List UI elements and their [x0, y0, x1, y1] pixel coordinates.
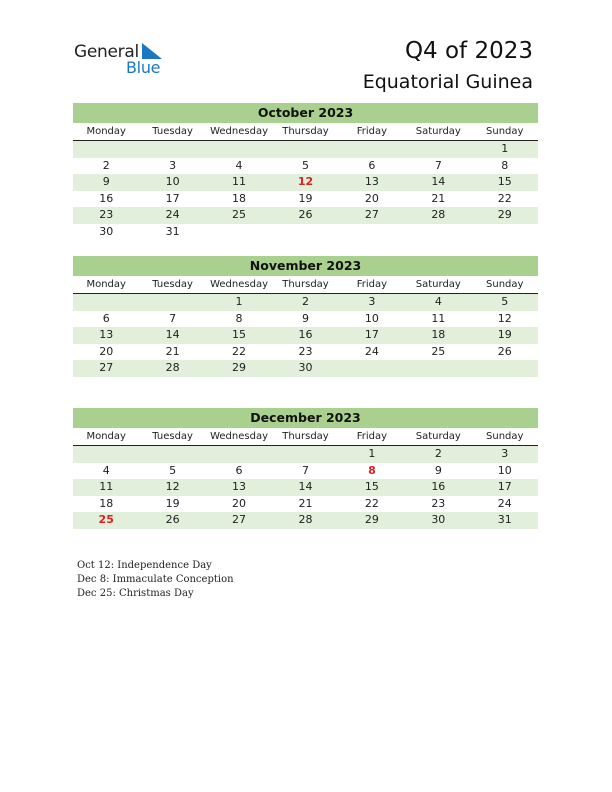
month-calendar [73, 408, 538, 529]
week-row [73, 344, 538, 361]
day-cell: 25 [431, 344, 446, 358]
day-cell: 10 [364, 311, 379, 325]
day-cell: 12 [165, 480, 180, 494]
day-cell: 14 [298, 480, 313, 494]
day-cell [206, 141, 272, 158]
weekday-label: Tuesday [152, 126, 193, 137]
page-title: Q4 of 2023 [404, 38, 533, 64]
day-cell: 16 [99, 191, 114, 205]
logo-general-text: General [74, 42, 139, 62]
day-cell: 9 [434, 463, 442, 477]
day-cell: 1 [501, 142, 509, 155]
week-row [73, 224, 538, 241]
day-cell: 8 [235, 311, 243, 325]
week-row [73, 141, 538, 158]
day-cell: 9 [102, 175, 110, 189]
day-cell: 7 [434, 158, 442, 172]
holiday-notes [77, 559, 234, 601]
week-row [73, 311, 538, 328]
weekday-header-row [73, 276, 538, 294]
week-row [73, 496, 538, 513]
day-cell: 27 [364, 208, 379, 222]
day-cell: 13 [232, 480, 247, 494]
month-calendar [73, 103, 538, 241]
weekday-label: Wednesday [210, 431, 268, 442]
day-cell: 13 [99, 328, 114, 342]
week-row [73, 512, 538, 529]
day-cell: 3 [368, 295, 376, 308]
day-cell: 5 [169, 463, 177, 477]
day-cell [73, 446, 139, 463]
day-cell: 23 [298, 344, 313, 358]
weekday-label: Saturday [415, 431, 461, 442]
day-cell: 10 [165, 175, 180, 189]
day-cell [339, 224, 405, 241]
week-row [73, 174, 538, 191]
weekday-label: Friday [356, 279, 388, 290]
day-cell: 5 [501, 295, 509, 308]
day-cell: 20 [232, 496, 247, 510]
weekday-label: Monday [86, 126, 126, 137]
holiday-note: Dec 8: Immaculate Conception [77, 574, 234, 585]
day-cell: 1 [368, 447, 376, 460]
day-cell: 21 [431, 191, 446, 205]
day-cell: 4 [434, 295, 442, 308]
day-cell: 27 [232, 513, 247, 527]
weekday-label: Sunday [486, 279, 524, 290]
day-cell: 27 [99, 361, 114, 375]
day-cell: 22 [364, 496, 379, 510]
day-cell [472, 224, 538, 241]
day-cell [206, 224, 272, 241]
holiday-day-cell: 8 [368, 463, 376, 477]
day-cell: 29 [232, 361, 247, 375]
day-cell: 8 [501, 158, 509, 172]
day-cell: 11 [431, 311, 446, 325]
day-cell: 16 [298, 328, 313, 342]
day-cell: 6 [235, 463, 243, 477]
day-cell: 28 [165, 361, 180, 375]
month-title: December 2023 [73, 408, 538, 428]
day-cell: 20 [364, 191, 379, 205]
week-row [73, 294, 538, 311]
day-cell: 23 [431, 496, 446, 510]
weekday-label: Saturday [415, 279, 461, 290]
day-cell [73, 294, 139, 311]
day-cell [272, 446, 338, 463]
day-cell: 30 [99, 224, 114, 238]
day-cell: 28 [431, 208, 446, 222]
day-cell [139, 446, 205, 463]
logo [74, 40, 174, 80]
day-cell: 24 [497, 496, 512, 510]
day-cell: 2 [301, 295, 309, 308]
day-cell: 30 [431, 513, 446, 527]
day-cell: 26 [497, 344, 512, 358]
day-cell: 6 [102, 311, 110, 325]
day-cell [73, 141, 139, 158]
weekday-label: Friday [356, 126, 388, 137]
day-cell: 14 [165, 328, 180, 342]
day-cell: 7 [301, 463, 309, 477]
day-cell: 15 [497, 175, 512, 189]
day-cell [206, 446, 272, 463]
week-row [73, 463, 538, 480]
week-row [73, 207, 538, 224]
weekday-label: Thursday [282, 279, 329, 290]
month-title: November 2023 [73, 256, 538, 276]
day-cell: 16 [431, 480, 446, 494]
day-cell: 2 [102, 158, 110, 172]
day-cell: 26 [298, 208, 313, 222]
day-cell: 9 [301, 311, 309, 325]
weekday-label: Sunday [486, 126, 524, 137]
day-cell [405, 360, 471, 377]
day-cell: 13 [364, 175, 379, 189]
day-cell: 25 [232, 208, 247, 222]
day-cell: 11 [232, 175, 247, 189]
page-subtitle: Equatorial Guinea [362, 71, 533, 93]
day-cell [272, 141, 338, 158]
day-cell [272, 224, 338, 241]
day-cell: 4 [102, 463, 110, 477]
week-row [73, 158, 538, 175]
day-cell: 30 [298, 361, 313, 375]
day-cell [472, 360, 538, 377]
day-cell: 21 [298, 496, 313, 510]
day-cell: 7 [169, 311, 177, 325]
day-cell: 3 [501, 447, 509, 460]
day-cell: 11 [99, 480, 114, 494]
holiday-day-cell: 12 [297, 175, 314, 189]
weekday-label: Tuesday [152, 431, 193, 442]
day-cell: 3 [169, 158, 177, 172]
week-row [73, 479, 538, 496]
day-cell: 22 [232, 344, 247, 358]
day-cell [339, 360, 405, 377]
weekday-label: Thursday [282, 126, 329, 137]
day-cell [139, 294, 205, 311]
day-cell: 18 [99, 496, 114, 510]
weekday-label: Saturday [415, 126, 461, 137]
logo-triangle-icon [142, 43, 162, 59]
day-cell [405, 141, 471, 158]
day-cell: 29 [364, 513, 379, 527]
day-cell: 29 [497, 208, 512, 222]
month-title: October 2023 [73, 103, 538, 123]
day-cell: 5 [301, 158, 309, 172]
weekday-label: Monday [86, 431, 126, 442]
day-cell: 18 [232, 191, 247, 205]
week-row [73, 446, 538, 463]
day-cell: 15 [364, 480, 379, 494]
weekday-header-row [73, 123, 538, 141]
day-cell: 28 [298, 513, 313, 527]
week-row [73, 360, 538, 377]
weekday-label: Friday [356, 431, 388, 442]
weekday-label: Wednesday [210, 279, 268, 290]
holiday-note: Oct 12: Independence Day [77, 560, 212, 571]
weekday-label: Tuesday [152, 279, 193, 290]
week-row [73, 327, 538, 344]
holiday-note: Dec 25: Christmas Day [77, 588, 194, 599]
day-cell: 6 [368, 158, 376, 172]
day-cell: 12 [497, 311, 512, 325]
day-cell: 19 [298, 191, 313, 205]
day-cell [405, 224, 471, 241]
day-cell: 19 [497, 328, 512, 342]
day-cell: 31 [497, 513, 512, 527]
day-cell: 31 [165, 224, 180, 238]
day-cell: 23 [99, 208, 114, 222]
week-row [73, 191, 538, 208]
day-cell: 24 [165, 208, 180, 222]
day-cell: 14 [431, 175, 446, 189]
day-cell: 2 [434, 447, 442, 460]
day-cell: 1 [235, 295, 243, 308]
day-cell: 17 [165, 191, 180, 205]
logo-blue-text: Blue [126, 58, 161, 77]
day-cell: 17 [497, 480, 512, 494]
day-cell: 10 [497, 463, 512, 477]
day-cell: 17 [364, 328, 379, 342]
month-calendar [73, 256, 538, 377]
weekday-label: Thursday [282, 431, 329, 442]
day-cell: 20 [99, 344, 114, 358]
day-cell: 24 [364, 344, 379, 358]
day-cell: 26 [165, 513, 180, 527]
day-cell: 4 [235, 158, 243, 172]
day-cell: 19 [165, 496, 180, 510]
day-cell: 22 [497, 191, 512, 205]
weekday-label: Sunday [486, 431, 524, 442]
day-cell: 15 [232, 328, 247, 342]
day-cell [339, 141, 405, 158]
day-cell [139, 141, 205, 158]
holiday-day-cell: 25 [98, 513, 114, 527]
day-cell: 21 [165, 344, 180, 358]
weekday-label: Monday [86, 279, 126, 290]
weekday-header-row [73, 428, 538, 446]
day-cell: 18 [431, 328, 446, 342]
weekday-label: Wednesday [210, 126, 268, 137]
